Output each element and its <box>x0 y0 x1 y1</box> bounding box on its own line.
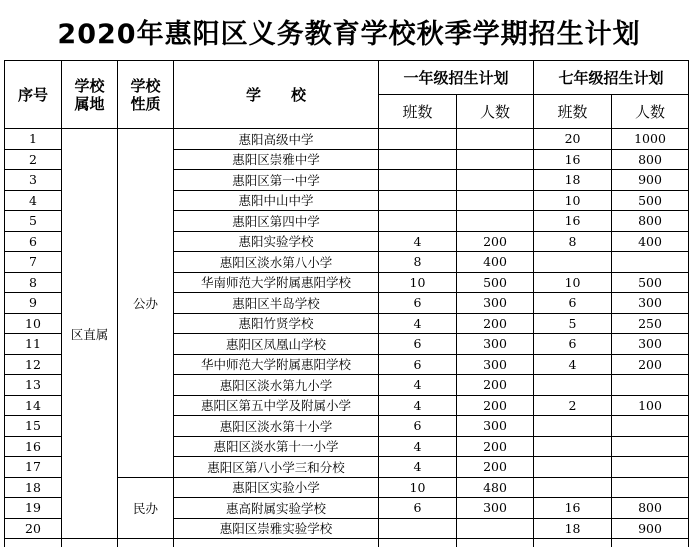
cell-school: 惠阳中山中学 <box>174 190 379 211</box>
header-location <box>62 61 118 129</box>
cell-school: 惠阳区半岛学校 <box>174 293 379 314</box>
cell-grade7-students: 1000 <box>612 129 689 150</box>
cell-grade7-students: 500 <box>612 272 689 293</box>
cell-school: 华中师范大学附属惠阳学校 <box>174 354 379 375</box>
cell-grade7-classes: 5 <box>534 313 612 334</box>
cell-grade7-classes <box>534 416 612 437</box>
cell-grade7-classes: 2 <box>534 395 612 416</box>
cell-grade7-classes: 20 <box>534 129 612 150</box>
cell-grade1-students <box>457 170 534 191</box>
cell-grade7-students: 200 <box>612 354 689 375</box>
cell-grade1-students <box>457 129 534 150</box>
header-nature-line2: 性质 <box>118 95 173 113</box>
cell-grade1-students <box>457 211 534 232</box>
cell-grade1-students: 200 <box>457 375 534 396</box>
cell-grade1-classes <box>379 211 457 232</box>
cell-grade7-students: 400 <box>612 231 689 252</box>
cell-index: 12 <box>5 354 62 375</box>
header-nature-line1: 学校 <box>118 77 173 95</box>
cell-grade7-students <box>612 375 689 396</box>
cell-grade7-classes <box>534 375 612 396</box>
cell-grade7-students: 900 <box>612 518 689 539</box>
cell-grade1-classes: 4 <box>379 231 457 252</box>
header-nature <box>118 61 174 129</box>
cell-grade1-students: 200 <box>457 313 534 334</box>
cell-grade7-classes: 10 <box>534 190 612 211</box>
cell-grade7-students: 800 <box>612 149 689 170</box>
cell-grade7-classes: 18 <box>534 170 612 191</box>
cell-grade7-students: 300 <box>612 293 689 314</box>
cell-grade1-students: 200 <box>457 395 534 416</box>
cell-index: 15 <box>5 416 62 437</box>
cell-grade1-classes: 4 <box>379 436 457 457</box>
cell-grade7-students <box>612 477 689 498</box>
cell-grade7-students: 300 <box>612 334 689 355</box>
cell-nature-private: 民办 <box>118 477 174 539</box>
header-grade1-classes: 班数 <box>379 95 457 129</box>
cell-school: 惠阳区淡水第十一小学 <box>174 436 379 457</box>
cell-school: 惠阳区第四中学 <box>174 211 379 232</box>
table-body <box>5 129 689 547</box>
cell-school: 惠阳区实验小学 <box>174 477 379 498</box>
cell-index: 8 <box>5 272 62 293</box>
cell-grade7-classes: 16 <box>534 149 612 170</box>
cell-school: 惠阳区淡水第八小学 <box>174 252 379 273</box>
cell-grade1-classes: 4 <box>379 395 457 416</box>
header-index: 序号 <box>5 61 62 129</box>
cell-grade7-classes: 16 <box>534 498 612 519</box>
cell-grade7-students: 100 <box>612 395 689 416</box>
cell-school: 惠阳区第八小学三和分校 <box>174 457 379 478</box>
cell-grade1-students: 200 <box>457 231 534 252</box>
cell-grade1-classes <box>379 170 457 191</box>
cell-nature-public: 公办 <box>118 129 174 478</box>
cell-school: 惠阳区第五中学及附属小学 <box>174 395 379 416</box>
cell-grade7-classes: 16 <box>534 211 612 232</box>
cell-grade7-students: 800 <box>612 211 689 232</box>
cell-index: 1 <box>5 129 62 150</box>
header-grade7-students: 人数 <box>612 95 689 129</box>
cell-grade1-students: 300 <box>457 354 534 375</box>
cell-grade1-students: 300 <box>457 293 534 314</box>
cell-school: 惠阳区崇雅中学 <box>174 149 379 170</box>
cell-index: 5 <box>5 211 62 232</box>
cell-grade7-students: 900 <box>612 170 689 191</box>
cell-grade7-classes: 4 <box>534 354 612 375</box>
cell-grade7-classes: 10 <box>534 272 612 293</box>
page-title: 2020年惠阳区义务教育学校秋季学期招生计划 <box>0 12 698 51</box>
cell-grade1-classes: 6 <box>379 416 457 437</box>
cell-school: 华南师范大学附属惠阳学校 <box>174 272 379 293</box>
cell-grade7-students: 250 <box>612 313 689 334</box>
cell-grade7-classes: 18 <box>534 518 612 539</box>
cell-grade1-classes: 8 <box>379 252 457 273</box>
header-location-line2: 属地 <box>62 95 117 113</box>
cell-grade7-classes: 8 <box>534 231 612 252</box>
cell-grade1-students <box>457 149 534 170</box>
cell-index: 20 <box>5 518 62 539</box>
cell-index: 18 <box>5 477 62 498</box>
cell-index: 6 <box>5 231 62 252</box>
header-grade1: 一年级招生计划 <box>379 61 534 95</box>
cell-index: 10 <box>5 313 62 334</box>
cell-grade1-classes: 4 <box>379 375 457 396</box>
cell-grade1-classes: 4 <box>379 313 457 334</box>
cell-index: 9 <box>5 293 62 314</box>
cell-grade1-classes: 6 <box>379 293 457 314</box>
cell-grade1-classes: 6 <box>379 498 457 519</box>
cell-index: 7 <box>5 252 62 273</box>
header-location-line1: 学校 <box>62 77 117 95</box>
cell-index: 16 <box>5 436 62 457</box>
cell-grade7-students <box>612 252 689 273</box>
cell-index: 13 <box>5 375 62 396</box>
cell-grade1-students: 300 <box>457 416 534 437</box>
cell-grade7-students: 800 <box>612 498 689 519</box>
cell-school: 惠阳区凤凰山学校 <box>174 334 379 355</box>
header-school: 学 校 <box>174 61 379 129</box>
cell-school: 惠阳区第一中学 <box>174 170 379 191</box>
cell-index: 17 <box>5 457 62 478</box>
cell-school: 惠阳区淡水第十小学 <box>174 416 379 437</box>
cell-grade1-classes <box>379 190 457 211</box>
cell-grade7-students <box>612 436 689 457</box>
cell-grade7-classes <box>534 457 612 478</box>
header-grade7: 七年级招生计划 <box>534 61 689 95</box>
cell-grade1-classes: 6 <box>379 334 457 355</box>
cell-grade1-classes: 6 <box>379 354 457 375</box>
cell-grade1-classes: 10 <box>379 272 457 293</box>
cell-grade1-students: 300 <box>457 334 534 355</box>
cell-school: 惠高附属实验学校 <box>174 498 379 519</box>
cell-grade1-classes <box>379 518 457 539</box>
cell-grade7-students <box>612 457 689 478</box>
cell-index: 4 <box>5 190 62 211</box>
cell-grade1-students: 200 <box>457 457 534 478</box>
cell-grade1-classes <box>379 149 457 170</box>
cell-school: 惠阳区崇雅实验学校 <box>174 518 379 539</box>
cell-school: 惠阳竹贤学校 <box>174 313 379 334</box>
cell-grade1-classes <box>379 129 457 150</box>
cell-grade7-students: 500 <box>612 190 689 211</box>
cell-location: 区直属 <box>62 129 118 539</box>
cell-grade7-classes: 6 <box>534 293 612 314</box>
cell-grade1-classes: 4 <box>379 457 457 478</box>
cell-grade1-students <box>457 190 534 211</box>
header-grade1-students: 人数 <box>457 95 534 129</box>
cell-index: 19 <box>5 498 62 519</box>
cell-grade1-students: 400 <box>457 252 534 273</box>
cell-grade1-classes: 10 <box>379 477 457 498</box>
cell-grade1-students: 500 <box>457 272 534 293</box>
cell-index: 14 <box>5 395 62 416</box>
cell-grade7-classes <box>534 436 612 457</box>
header-grade7-classes: 班数 <box>534 95 612 129</box>
cell-school: 惠阳实验学校 <box>174 231 379 252</box>
enrollment-table <box>4 60 689 547</box>
cell-grade1-students: 300 <box>457 498 534 519</box>
cell-school: 惠阳高级中学 <box>174 129 379 150</box>
cell-grade7-classes: 6 <box>534 334 612 355</box>
cell-index: 11 <box>5 334 62 355</box>
cell-grade7-students <box>612 416 689 437</box>
cell-grade1-students: 480 <box>457 477 534 498</box>
cell-grade7-classes <box>534 252 612 273</box>
table-row <box>5 129 689 150</box>
cell-index: 2 <box>5 149 62 170</box>
cell-school: 惠阳区淡水第九小学 <box>174 375 379 396</box>
cell-grade1-students: 200 <box>457 436 534 457</box>
cell-index: 3 <box>5 170 62 191</box>
cell-grade7-classes <box>534 477 612 498</box>
cell-grade1-students <box>457 518 534 539</box>
